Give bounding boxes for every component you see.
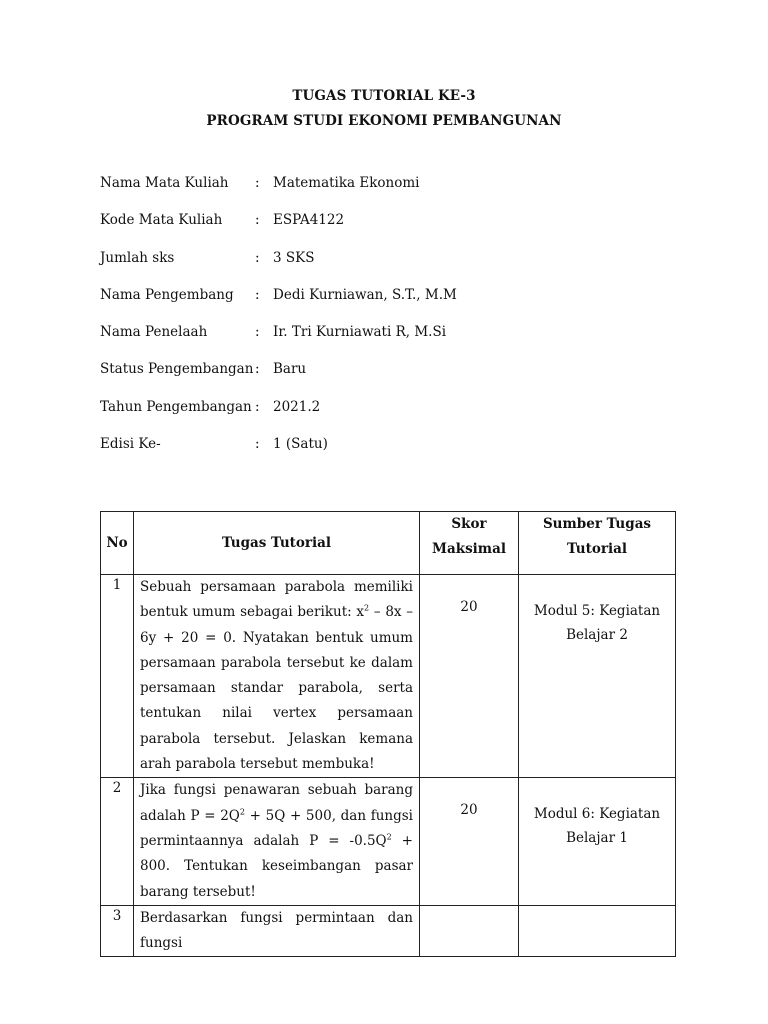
max-score <box>420 905 519 957</box>
header-no: No <box>101 512 134 575</box>
course-info <box>100 175 660 473</box>
info-value: ESPA4122 <box>273 212 345 229</box>
max-score: 20 <box>420 575 519 778</box>
task-text-part: + 5Q + 500, dan fungsi permintaannya adalah P = -0.5Q <box>140 807 413 849</box>
info-label: Nama Pengembang <box>100 286 234 303</box>
info-row-course-code <box>100 212 660 249</box>
header-max-score: Skor Maksimal <box>420 512 519 575</box>
info-value: Dedi Kurniawan, S.T., M.M <box>273 286 457 303</box>
task-text-part: – 8x – 6y + 20 = 0. Nyatakan bentuk umum persamaan parabola tersebut ke dalam persamaan standar parabola, serta tentukan nilai vertex persamaan parabola tersebut. Jelaskan kemana arah parabola tersebut membuka! <box>140 604 413 773</box>
info-colon: : <box>255 324 260 341</box>
info-value: Ir. Tri Kurniawati R, M.Si <box>273 324 447 341</box>
info-label: Edisi Ke- <box>100 436 161 453</box>
info-value: Baru <box>273 361 307 378</box>
superscript: 2 <box>364 603 370 613</box>
info-row-year <box>100 399 660 436</box>
info-label: Tahun Pengembangan <box>100 398 252 415</box>
task-source: Modul 5: Kegiatan Belajar 2 <box>519 575 676 778</box>
info-colon: : <box>255 175 260 191</box>
info-label: Nama Mata Kuliah <box>100 175 229 191</box>
task-source: Modul 6: Kegiatan Belajar 1 <box>519 778 676 905</box>
info-value: 1 (Satu) <box>273 436 328 453</box>
info-colon: : <box>255 361 260 378</box>
info-colon: : <box>255 212 260 229</box>
info-colon: : <box>255 436 260 453</box>
info-row-course-name <box>100 175 660 212</box>
superscript: 2 <box>386 832 392 842</box>
row-number: 2 <box>101 778 134 905</box>
superscript: 2 <box>239 807 245 817</box>
tasks-table <box>100 511 676 957</box>
info-value: 3 SKS <box>273 249 315 266</box>
info-value: 2021.2 <box>273 398 321 415</box>
header-task: Tugas Tutorial <box>134 512 420 575</box>
info-colon: : <box>255 286 260 303</box>
info-value: Matematika Ekonomi <box>273 175 420 191</box>
header-source: Sumber Tugas Tutorial <box>519 512 676 575</box>
info-label: Jumlah sks <box>100 249 175 266</box>
info-row-edition <box>100 436 660 473</box>
max-score: 20 <box>420 778 519 905</box>
table-row <box>101 905 676 957</box>
task-source <box>519 905 676 957</box>
info-label: Kode Mata Kuliah <box>100 212 223 229</box>
table-row <box>101 778 676 905</box>
task-text: Berdasarkan fungsi permintaan dan fungsi <box>134 905 420 957</box>
row-number: 1 <box>101 575 134 778</box>
info-row-credits <box>100 250 660 287</box>
table-header-row <box>101 512 676 575</box>
info-colon: : <box>255 398 260 415</box>
info-colon: : <box>255 249 260 266</box>
task-text-part: Jika fungsi penawaran sebuah barang adalah P = 2Q <box>140 782 413 824</box>
page-title: TUGAS TUTORIAL KE-3 <box>292 88 476 104</box>
row-number: 3 <box>101 905 134 957</box>
task-text <box>134 778 420 905</box>
task-text-part: + 800. Tentukan keseimbangan pasar barang tersebut! <box>140 832 413 900</box>
table-row <box>101 575 676 778</box>
task-text <box>134 575 420 778</box>
info-row-reviewer <box>100 324 660 361</box>
page-subtitle: PROGRAM STUDI EKONOMI PEMBANGUNAN <box>206 113 562 129</box>
info-label: Nama Penelaah <box>100 324 208 341</box>
info-row-developer <box>100 287 660 324</box>
info-row-status <box>100 361 660 398</box>
task-text-part: Sebuah persamaan parabola memiliki bentuk umum sebagai berikut: x <box>140 579 413 621</box>
info-label: Status Pengembangan <box>100 361 254 378</box>
